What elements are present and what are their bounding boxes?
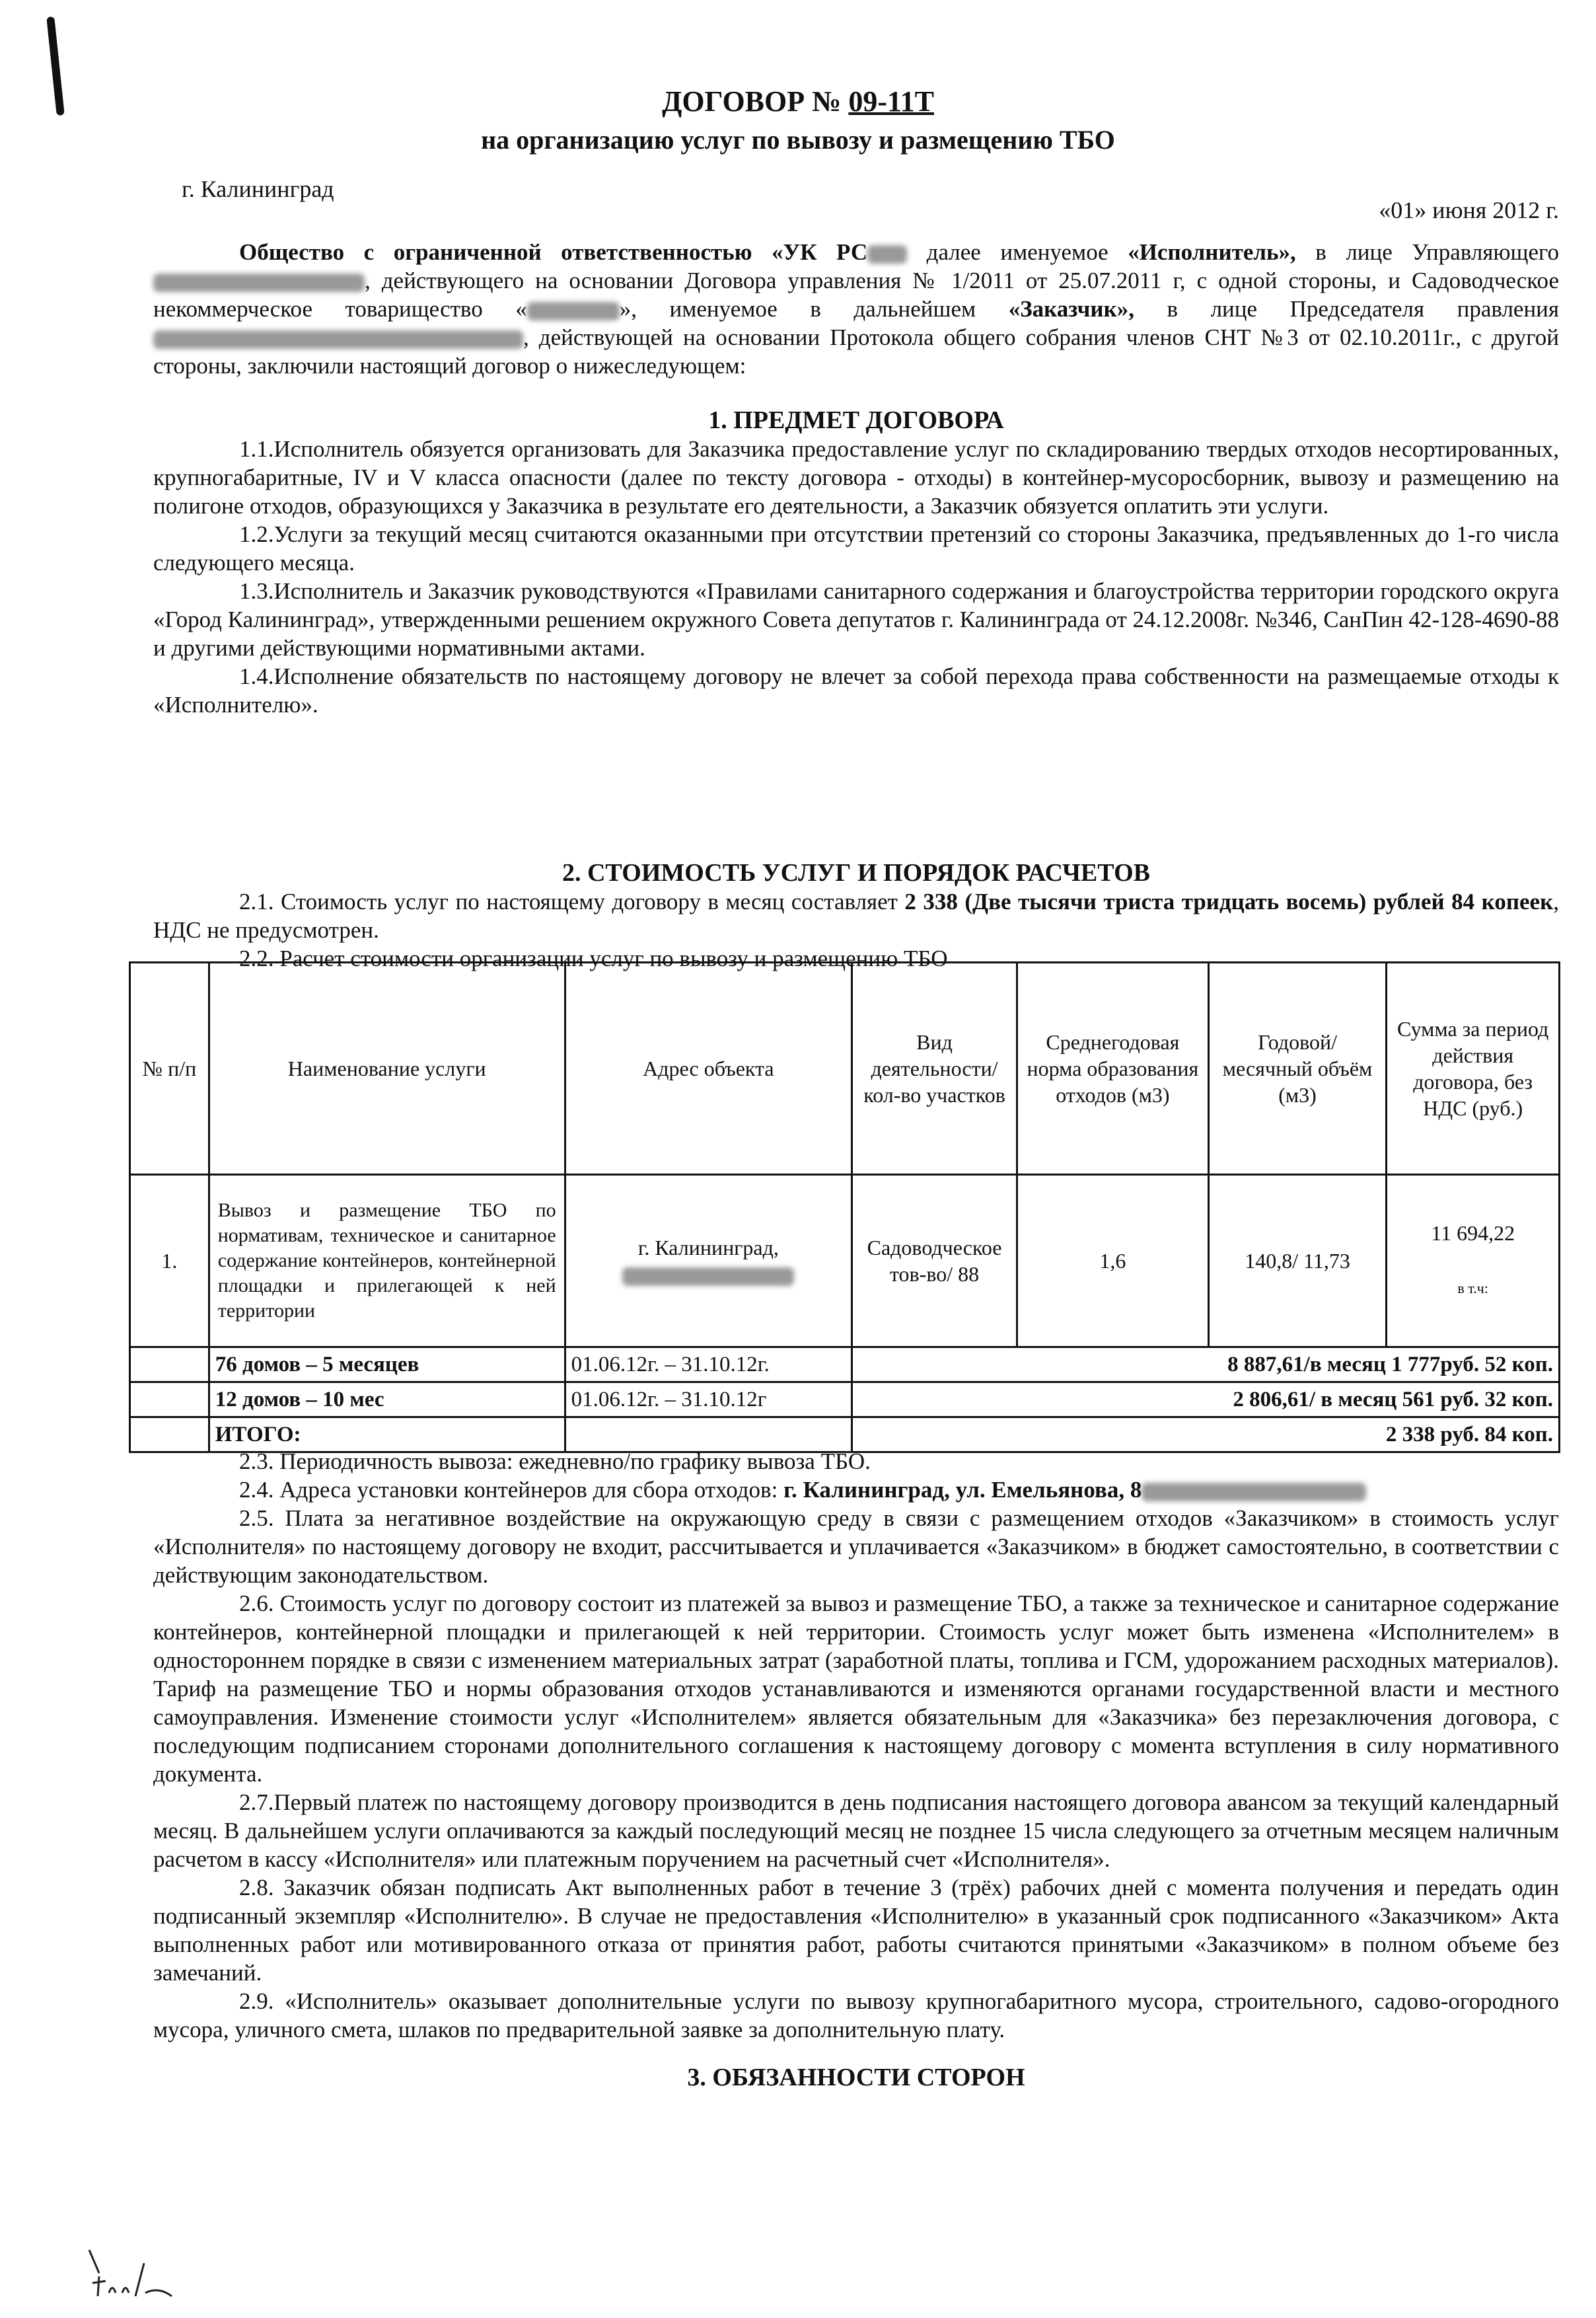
col-header-activity: Вид деятельности/ кол-во участков <box>852 963 1017 1175</box>
clause-2-1: 2.1. Стоимость услуг по настоящему договору в месяц составляет 2 338 (Две тысячи триста тридцать восемь) рублей 84 копеек, НДС не предусмотрен. <box>153 889 1559 943</box>
clause-1-2: 1.2.Услуги за текущий месяц считаются оказанными при отсутствии претензий со стороны Заказчика, предъявленных до 1-го числа следующего месяца. <box>153 521 1559 576</box>
contract-city: г. Калининград <box>182 176 334 202</box>
clause-1-3: 1.3.Исполнитель и Заказчик руководствуются «Правилами санитарного содержания и благоустройства территории городского округа «Город Калининград», утвержденными решением окружного Совета депутатов г. Калининграда от 24.12.2008г. №346, СанПин 42-128-4690-88 и другими действующими нормативными актами. <box>153 578 1559 661</box>
section2-top <box>153 859 1559 973</box>
table-subrow: 76 домов – 5 месяцев 01.06.12г. – 31.10.12г. 8 887,61/в месяц 1 777руб. 52 коп. <box>130 1347 1560 1382</box>
clause-1-4: 1.4.Исполнение обязательств по настоящему договору не влечет за собой перехода права собственности на размещаемые отходы к «Исполнителю». <box>153 663 1559 718</box>
redacted <box>153 330 523 349</box>
contract-title: ДОГОВОР № 09-11Т <box>662 85 934 118</box>
redacted <box>527 302 620 320</box>
col-header-norm: Среднегодовая норма образования отходов (м3) <box>1017 963 1209 1175</box>
clause-2-8: 2.8. Заказчик обязан подписать Акт выполненных работ в течение 3 (трёх) рабочих дней с момента получения и передать один подписанный экземпляр «Исполнителю». В случае не предоставления «Исполнителю» в указанный срок подписанного «Заказчиком» Акта выполненных работ или мотивированного отказа от принятия работ, работы считаются принятыми «Заказчиком» в полном объеме без замечаний. <box>153 1875 1559 1986</box>
contract-number: 09-11Т <box>848 85 934 118</box>
section1-heading: 1. ПРЕДМЕТ ДОГОВОРА <box>708 406 1004 434</box>
table-row: 1. Вывоз и размещение ТБО по нормативам, техническое и санитарное содержание контейнеров, контейнерной площадки и прилегающей к ней территории г. Калининград, Садоводческое тов-во/ 88 1,6 140,8/ 11,73 11 694,22 в т.ч: <box>130 1175 1560 1347</box>
redacted <box>622 1267 794 1286</box>
table-subrow: 12 домов – 10 мес 01.06.12г. – 31.10.12г 2 806,61/ в месяц 561 руб. 32 коп. <box>130 1382 1560 1417</box>
clause-2-3: 2.3. Периодичность вывоза: ежедневно/по графику вывоза ТБО. <box>239 1448 871 1474</box>
table-total-row: ИТОГО: 2 338 руб. 84 коп. <box>130 1417 1560 1452</box>
clause-2-5: 2.5. Плата за негативное воздействие на окружающую среду в связи с размещением отходов «Заказчиком» в стоимость услуг «Исполнителя» по настоящему договору не входит, рассчитывается и уплачивается «Заказчиком» в бюджет самостоятельно, в соответствии с действующим законодательством. <box>153 1505 1559 1588</box>
signature-icon <box>86 2247 251 2299</box>
clause-2-2: 2.2. Расчет стоимости организации услуг по вывозу и размещению ТБО <box>239 946 948 971</box>
redacted <box>153 274 365 292</box>
contract-subtitle: на организацию услуг по вывозу и размещению ТБО <box>481 125 1115 155</box>
preamble: Общество с ограниченной ответственностью «УК РС далее именуемое «Исполнитель», в лице Управляющего , действующего на основании Договора управления № 1/2011 от 25.07.2011 г, с одной стороны, и Садоводческое некоммерческое товарищество « », именуемое в дальнейшем «Заказчик», в лице Председателя правления , действующей на основании Протокола общего собрания членов СНТ №3 от 02.10.2011г., с другой стороны, заключили настоящий договор о нижеследующем: <box>153 239 1560 379</box>
col-header-address: Адрес объекта <box>565 963 852 1175</box>
redacted <box>1142 1483 1366 1501</box>
preamble-and-section1 <box>153 238 1559 719</box>
section2-heading: 2. СТОИМОСТЬ УСЛУГ И ПОРЯДОК РАСЧЕТОВ <box>562 859 1151 887</box>
clause-2-7: 2.7.Первый платеж по настоящему договору производится в день подписания настоящего договора авансом за текущий календарный месяц. В дальнейшем услуги оплачиваются за каждый последующий месяц не позднее 15 числа следующего за отчетным месяцем наличным расчетом в кассу «Исполнителя» или платежным поручением на расчетный счет «Исполнителя». <box>153 1789 1559 1872</box>
clause-2-6: 2.6. Стоимость услуг по договору состоит из платежей за вывоз и размещение ТБО, а также за техническое и санитарное содержание контейнеров, контейнерной площадки и прилегающей к ней территории. Стоимость услуг может быть изменена «Исполнителем» в одностороннем порядке в связи с изменением материальных затрат (заработной платы, топлива и ГСМ, удорожанием расходных материалов). Тариф на размещение ТБО и нормы образования отходов устанавливаются и изменяются органами государственной власти и местного самоуправления. Изменение стоимости услуг «Исполнителем» является обязательным для «Заказчика» без перезаключения договора, с последующим подписанием сторонами дополнительного соглашения к настоящему договору с момента вступления в силу нормативного документа. <box>153 1590 1559 1787</box>
redacted <box>867 245 907 264</box>
table-header-row <box>130 963 1560 1175</box>
col-header-number: № п/п <box>130 963 209 1175</box>
col-header-volume: Годовой/ месячный объём (м3) <box>1208 963 1387 1175</box>
clause-2-9: 2.9. «Исполнитель» оказывает дополнительные услуги по вывозу крупногабаритного мусора, строительного, садово-огородного мусора, уличного смета, шлаков по предварительной заявке за дополнительную плату. <box>153 1988 1559 2042</box>
col-header-sum: Сумма за период действия договора, без НДС (руб.) <box>1387 963 1560 1175</box>
col-header-service: Наименование услуги <box>209 963 565 1175</box>
clause-2-4: 2.4. Адреса установки контейнеров для сбора отходов: г. Калининград, ул. Емельянова, 8 <box>153 1476 1559 1504</box>
section2-bottom <box>153 1447 1559 2092</box>
contract-date: «01» июня 2012 г. <box>1379 197 1559 223</box>
clause-1-1: 1.1.Исполнитель обязуется организовать для Заказчика предоставление услуг по складированию твердых отходов несортированных, крупногабаритные, IV и V класса опасности (далее по тексту договора - отходы) в контейнер-мусоросборник, вывозу и размещению на полигоне отходов, образующихся у Заказчика в результате его деятельности, а Заказчик обязуется оплатить эти услуги. <box>153 436 1559 519</box>
section3-heading: 3. ОБЯЗАННОСТИ СТОРОН <box>687 2064 1025 2091</box>
cost-table <box>129 961 1560 1453</box>
